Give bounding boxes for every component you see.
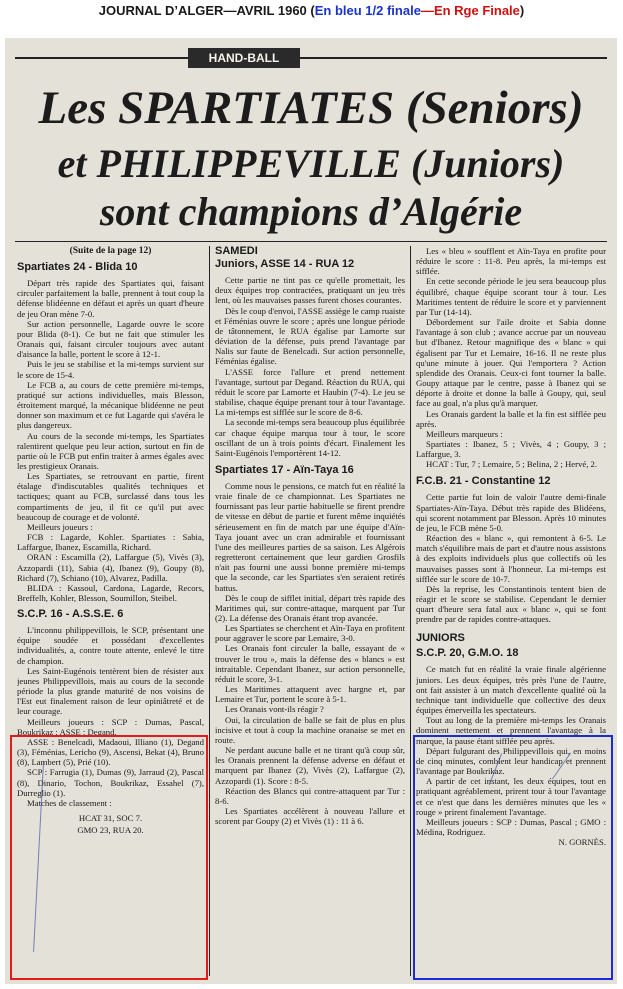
paragraph: Cette partie ne tint pas ce qu'elle promettait, les deux équipes trop contractées, pratiquant un jeu très lent, où les mauvaises passes furent choses courantes.: [215, 275, 405, 306]
best-scorers: Spartiates : Ibanez, 5 ; Vivès, 4 ; Goupy, 3 ; Laffargue, 3.: [416, 438, 606, 460]
paragraph: Les Spartiates, se retrouvant en partie, firent étalage d'indiscutables qualités techniques et tactiques; quant au FCB, surclassé dans tous les compartiments de jeu, il fit ce qu'il put avec beaucoup de courage et de volonté.: [17, 471, 204, 522]
match-heading-scp-asse: S.C.P. 16 - A.S.S.E. 6: [17, 608, 124, 621]
paragraph: Comme nous le pensions, ce match fut en réalité la vraie finale de ce championnat. Les Spartiates ne fournissant pas leur partie habituelle se firent prendre de vitesse en début de partie et furent même inquiétés sérieusement en fin de match par une équipe d'Aïn-Taya jouant avec un cran admirable et fournissant l'une des meilleures parties de sa saison. Les Algérois regretteront certainement que leur gardien Grosfils n'ait pas fourni une aussi bonne première mi-temps que la seconde, car les Spartiates s'en seraient retirés battus.: [215, 480, 405, 593]
best-players: Meilleurs joueurs : SCP : Dumas, Pascal ; GMO : Médina, Rodriguez.: [416, 816, 606, 837]
caption-red-legend: En Rge Finale: [433, 3, 520, 18]
paragraph: Les Oranais gardent la balle et la fin est sifflée peu après.: [416, 408, 606, 429]
caption-blue-legend: En bleu 1/2 finale: [314, 3, 421, 18]
best-players: FCB : Lagarde, Kohler. Spartiates : Sabia, Laffargue, Ibanez, Escamilla, Richard.: [17, 532, 204, 553]
match-heading-asse-rua: Juniors, ASSE 14 - RUA 12: [215, 258, 355, 271]
paragraph: Les Saint-Eugénois tentèrent bien de résister aux jeunes Philippevillois, mais au cours de la seconde période la plus grande maturité de nos voisins de l'Est eut finalement raison de leur opiniâtreté et de leur courage.: [17, 665, 204, 717]
paragraph: Départ très rapide des Spartiates qui, faisant circuler parfaitement la balle, prennent à tout coup la défense blidéenne en défaut et après un quart d'heure de jeu Oran mène 7-0.: [17, 278, 204, 319]
day-label: SAMEDI: [215, 246, 258, 257]
paragraph: Au cours de la seconde mi-temps, les Spartiates ralentirent quelque peu leur action, surtout en fin de partie où le FCB put enfin traiter à armes égales avec les prestigieux Oranais.: [17, 430, 204, 471]
caption-line: [0, 0, 623, 22]
paragraph: Les Maritimes attaquent avec hargne et, par Lemaire et Tur, portent le score à 5-1.: [215, 684, 405, 705]
blida-lineup: BLIDA : Kassoul, Cardona, Lagarde, Recors, Breffelh, Kohler, Blesson, Soumillon, Steibel.: [17, 582, 204, 603]
paragraph: Départ fulgurant des Philippevillois qui, en moins de cinq minutes, comblent leur handicap et prennent l'avantage par Boukrikaz.: [416, 745, 606, 777]
column-rule-2: [410, 246, 411, 976]
best-players-title: Meilleurs joueurs :: [27, 521, 93, 532]
ranking-result-1: HCAT 31, SOC 7.: [78, 812, 143, 823]
match-heading-blida: Spartiates 24 - Blida 10: [17, 261, 138, 274]
scp-lineup: SCP : Farrugia (1), Dumas (9), Jarraud (2), Pascal (8), Dinario, Tochon, Boukrikaz, Essahel (7), Durreglio (1).: [17, 767, 204, 798]
paragraph: L'ASSE force l'allure et prend nettement l'avantage, surtout par Degand. Réaction du RUA, qui réduit le score par Lamorte et Haubin (7-4). Le jeu se stabilise, chaque équipe prenant tour à tour l'avantage. La mi-temps est sifflée sur le score de 8-6.: [215, 366, 405, 418]
paragraph: Puis le jeu se stabilise et la mi-temps survient sur le score de 15-4.: [17, 359, 204, 380]
paragraph: Les Oranais vont-ils réagir ?: [225, 704, 324, 715]
paragraph: Dès la reprise, les Constantinois tentent bien de réagir et le score se stabilise. Cependant le dernier quart d'heure sera fatal aux « blanc », qui se font prendre par de rapides contre-attaques.: [416, 583, 606, 625]
asse-lineup: ASSE : Benelcadi, Madaoui, Illiano (1), Degand (3), Féménias, Lericho (9), Ascensi, Bekat (4), Bruno (8), Lambert (5), Prié (10).: [17, 736, 204, 768]
best-players: Meilleurs joueurs : SCP : Dumas, Pascal, Boukrikaz ; ASSE : Degand.: [17, 716, 204, 737]
match-heading-fcb: F.C.B. 21 - Constantine 12: [416, 475, 551, 488]
author-signature: N. GORNÈS.: [558, 837, 606, 848]
top-rule: [15, 57, 607, 59]
paragraph: Le FCB a, au cours de cette première mi-temps, pratiqué sur actions individuelles, mais Blesson, étroitement marqué, la mécanique blidéenne ne peut donner son maximum et ce fut Lagarde qui s'avéra le plus dangereux.: [17, 379, 204, 431]
paragraph: Sur action personnelle, Lagarde ouvre le score pour Blida (8-1). Ce but ne fait que stimuler les Oranais qui, faisant circuler toujours avec autant d'aisance la balle, portent le score à 12-1.: [17, 318, 204, 360]
paragraph: Les « bleu » soufflent et Aïn-Taya en profite pour réduire le score : 11-8. Peu après, la mi-temps est sifflée.: [416, 246, 606, 277]
match-heading-scp-gmo: S.C.P. 20, G.M.O. 18: [416, 647, 519, 660]
paragraph: En cette seconde période le jeu sera beaucoup plus équilibré, chaque équipe scorant tour à tour. Les Maritimes tentent de réduire le score et y parviennent par Tur (14-14).: [416, 276, 606, 317]
paragraph: A partir de cet instant, les deux équipes, tout en pratiquant agréablement, prirent tour à tour l'avantage et ce n'est que dans les dernières minutes que les « rouge » prirent finalement l'avantage.: [416, 776, 606, 817]
paragraph: Dès le coup d'envoi, l'ASSE assiège le camp ruaiste et Féménias ouvre le score ; après une longue période de tâtonnement, le RUA égalise par Lamorte sur déviation de la défense, puis prend l'avantage par Nalis sur faute de Benelcadi. Sur action personnelle, Féménias égalise.: [215, 305, 405, 367]
juniors-heading: JUNIORS: [416, 632, 465, 645]
paragraph: Les Spartiates se cherchent et Aïn-Taya en profitent pour aggraver le score par Lemaire, 3-0.: [215, 623, 405, 644]
paragraph: Tout au long de la première mi-temps les Oranais dominent nettement et prennent l'avantage à la marque, la pause étant sifflée peu après.: [416, 715, 606, 746]
paragraph: Réaction des Blancs qui contre-attaquent par Tur : 8-6.: [215, 785, 405, 806]
column-rule-1: [209, 246, 210, 976]
continued-note: (Suite de la page 12): [69, 246, 152, 256]
caption-suffix: ): [519, 3, 525, 18]
semifinal-highlight-box: [413, 735, 613, 980]
paragraph: Réaction des « blanc », qui remontent à 6-5. Le match s'équilibre mais de part et d'autre nous assistons à des exploits individuels plus que collectifs où les mauvaises passes sont à l'honneur. La mi-temps est sifflée sur le score de 10-7.: [416, 533, 606, 584]
headline-line-1: Les SPARTIATES (Seniors): [38, 82, 584, 134]
paragraph: Les Spartiates accélèrent à nouveau l'allure et scorent par Goupy (2) et Vivès (1) : 11 à 6.: [215, 805, 405, 827]
ranking-result-2: GMO 23, RUA 20.: [77, 825, 144, 836]
paragraph: Cette partie fut loin de valoir l'autre demi-finale Spartiates-Aïn-Taya. Début très rapide des Blidéens, qui scorent notamment par Blesson. Après 10 minutes de jeu, le FCB mène 5-0.: [416, 492, 606, 533]
section-banner: HAND-BALL: [188, 48, 300, 68]
paragraph: Débordement sur l'aile droite et Sabia donne l'avantage à son club ; avance accrue par un nouveau but d'Ibanez. Retour magnifique des « blanc » qui égalisent par Tur et Lemaire, 16-16. Il ne reste plus qu'une minute à jouer. Qui l'emportera ? Action splendide des Oranais. Ceux-ci font tourner la balle. Goupy attaque par le centre, passe à Ibanez qui se déporte à droite et donne la balle à Goupy, qui, seul face au goal, n'a plus qu'à marquer.: [416, 317, 606, 409]
ranking-title: Matches de classement :: [27, 797, 112, 808]
paragraph: Ce match fut en réalité la vraie finale algérienne juniors. Les deux équipes, très près l'une de l'autre, ont fait assister à un match d'excellente qualité où la technique tant individuelle que collective des deux équipes émerveilla les spectateurs.: [416, 664, 606, 716]
paragraph: La seconde mi-temps sera beaucoup plus équilibrée car chaque équipe marqua tour à tour, le score oscillant de un à trois points d'écart. Finalement les Saint-Eugénois l'emportèrent 14-12.: [215, 417, 405, 458]
paragraph: L'inconnu philippevillois, le SCP, présentant une équipe soudée et possédant d'excellentes individualités, a, contre toute attente, enlevé le titre de champion.: [17, 625, 204, 666]
caption-prefix: JOURNAL D’ALGER—AVRIL 1960 (: [98, 3, 315, 18]
final-highlight-box: [10, 735, 208, 980]
caption-dash: —: [420, 3, 434, 18]
headline-line-2: et PHILIPPEVILLE (Juniors): [57, 141, 565, 186]
column-2: [215, 246, 405, 982]
paragraph: Oui, la circulation de balle se fait de plus en plus incisive et tout à coup la machine oranaise se met en route.: [215, 714, 405, 745]
paragraph: Ne perdant aucune balle et ne tirant qu'à coup sûr, les Oranais prennent la défense adverse en défaut et marquent par Ibanez (2), Vivès (2), Laffargue (2), Azzopardi (1). Score : 8-5.: [215, 745, 405, 786]
paragraph: Les Oranais font circuler la balle, essayant de « trouver le trou », mais la défense des « blancs » est intraitable. Cependant Ibanez, sur action personnelle, réduit le score, 3-1.: [215, 643, 405, 684]
oran-lineup: ORAN : Escamilla (2), Laffargue (5), Vivès (3), Azzopardi (11), Sabia (4), Ibanez (9), Goupy (8), Richard (7), Schiano (10), Alvarez, Padilla.: [17, 552, 204, 583]
paragraph: Dès le coup de sifflet initial, départ très rapide des Maritimes qui, sur contre-attaque, marquent par Tur (2). La défense des Oranais étant trop avancée.: [215, 592, 405, 623]
match-heading-ain-taya: Spartiates 17 - Aïn-Taya 16: [215, 463, 354, 476]
headline-rule: [15, 241, 607, 242]
best-scorers-title: Meilleurs marqueurs :: [426, 428, 503, 439]
headline-line-3: sont champions d’Algérie: [99, 189, 523, 234]
hcat-scorers: HCAT : Tur, 7 ; Lemaire, 5 ; Belina, 2 ; Hervé, 2.: [426, 459, 598, 470]
